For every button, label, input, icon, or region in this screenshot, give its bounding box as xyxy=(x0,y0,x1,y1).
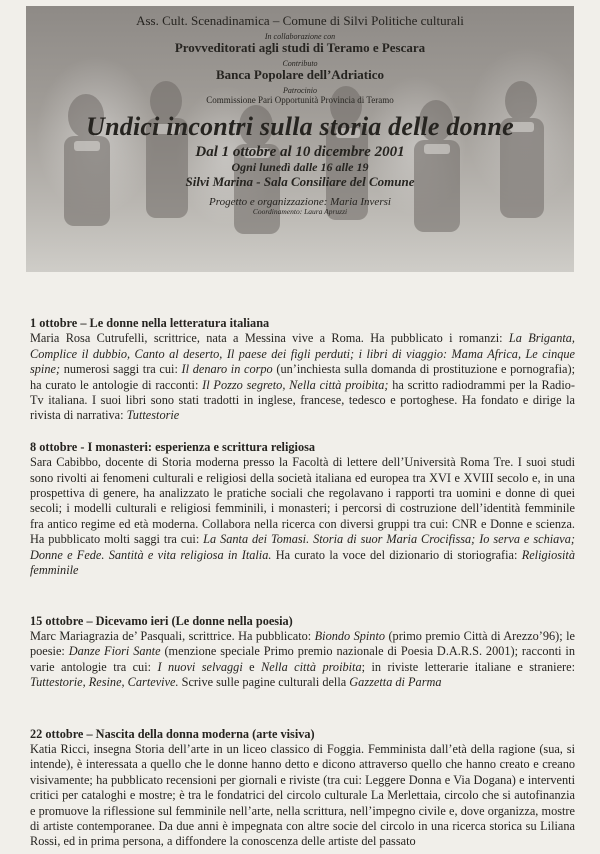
italic-text: Gazzetta di Parma xyxy=(349,675,442,690)
section-heading: 8 ottobre - I monasteri: esperienza e scrittura religiosa xyxy=(30,439,316,454)
coordination-credit: Coordinamento: Laura Apruzzi xyxy=(252,207,348,217)
body-text: Marc Mariagrazia de’ Pasquali, scrittrice. Ha pubblicato: xyxy=(30,628,315,643)
body-text: ha scritto radiodrammi per la Radio-Tv italiana. I suoi libri sono stati tradotti in inglese, francese, tedesco e portoghese. Ha fondato e dirige la rivista di narrativa: xyxy=(30,377,575,423)
italic-text: Religiosità femminile xyxy=(30,547,575,578)
program-section-1 xyxy=(30,316,575,424)
body-text: (menzione speciale Primo premio nazionale di Poesia D.A.R.S. 2001); racconti in varie antologie tra cui: xyxy=(30,644,576,674)
body-text: Ha curato la voce del dizionario di storiografia: xyxy=(271,547,522,562)
body-text: Maria Rosa Cutrufelli, scrittrice, nata a Messina vive a Roma. Ha pubblicato i romanzi: xyxy=(30,331,509,346)
body-text: Katia Ricci, insegna Storia dell’arte in un liceo classico di Foggia. Femminista dall’età della ragione (sua, si intende), è interessata a quello che le donne hanno detto e dicono attraverso quello che hanno creato e creano visivamente; ha pubblicato recensioni per giornali e riviste (tra cui: Leggere Donna e Via Dogana) e interventi critici per cataloghi e mostre; è tra le fondatrici del circolo culturale La Merlettaia, circolo che si autofinanzia e promuove la riflessione sul femminile nell’arte, nella scrittura, nell’impegno civile e, dove organizza, mostre di artiste contemporanee. Da due anni è impegnata con altre socie del circolo in una ricerca storica su Liliana Rossi, ed in prima persona, a diffondere la conoscenza delle artiste del passato xyxy=(30,741,575,849)
patronage-label: Patrocinio xyxy=(283,86,317,96)
italic-text: Danze Fiori Sante xyxy=(68,644,161,659)
section-body xyxy=(30,629,575,691)
banner-text xyxy=(26,6,574,217)
event-hours: Ogni lunedì dalle 16 alle 19 xyxy=(231,159,369,174)
organizer-line: Ass. Cult. Scenadinamica – Comune di Silvi Politiche culturali xyxy=(136,13,464,28)
italic-text: Il Pozzo segreto, Nella città proibita; xyxy=(202,377,389,392)
project-credit: Progetto e organizzazione: Maria Inversi xyxy=(209,195,391,208)
header-banner xyxy=(26,6,574,272)
italic-text: Il denaro in corpo xyxy=(181,362,273,377)
section-heading: 1 ottobre – Le donne nella letteratura italiana xyxy=(30,316,270,330)
collaboration-name: Provveditorati agli studi di Teramo e Pescara xyxy=(174,40,426,56)
section-body xyxy=(30,331,575,423)
body-text: numerosi saggi tra cui: xyxy=(60,362,182,377)
program-content xyxy=(30,316,575,850)
body-text: (primo premio Città di Arezzo’96); le poesie: xyxy=(30,628,575,659)
patronage-name: Commissione Pari Opportunità Provincia di Teramo xyxy=(206,95,394,106)
program-section-2 xyxy=(30,440,575,579)
contribution-label: Contributo xyxy=(282,59,318,69)
body-text: e xyxy=(242,659,262,674)
section-heading: 22 ottobre – Nascita della donna moderna (arte visiva) xyxy=(30,726,315,741)
program-section-4 xyxy=(30,727,575,850)
main-title: Undici incontri sulla storia delle donne xyxy=(86,111,514,141)
section-body xyxy=(30,742,575,850)
section-heading: 15 ottobre – Dicevamo ieri (Le donne nella poesia) xyxy=(30,613,293,628)
italic-text: La Briganta, Complice il dubbio, Canto al deserto, Il paese dei figli perduti; i libri di viaggio: Mama Africa, Le cinque spine; xyxy=(30,331,575,377)
italic-text: Biondo Spinto xyxy=(314,628,386,643)
italic-text: Tuttestorie, Resine, Cartevive. xyxy=(30,675,179,690)
body-text: Sara Cabibbo, docente di Storia moderna presso la Facoltà di lettere dell’Università Roma Tre. I suoi studi sono rivolti ai fenomeni culturali e religiosi della società italiana ed europea tra XVI e XVIII secolo e, in una prospettiva di genere, ha analizzato le pratiche sociali che regolavano i rapporti tra uomini e donne di quei secoli; i modelli culturali e religiosi femminili, i monasteri; i percorsi di costruzione dell’identità femminile fra antico regime ed età moderna. Collabora nella ricerca con diversi gruppi tra cui: CNR e Donne e scienza. Ha pubblicato molti saggi tra cui: xyxy=(30,455,575,547)
italic-text: Tuttestorie xyxy=(126,408,180,423)
event-dates: Dal 1 ottobre al 10 dicembre 2001 xyxy=(195,143,405,160)
body-text: (un’inchiesta sulla domanda di prostituzione e pornografia); ha curato le antologie di racconti: xyxy=(30,362,575,392)
italic-text: Nella città proibita xyxy=(261,659,362,674)
program-section-3 xyxy=(30,614,575,691)
contribution-name: Banca Popolare dell’Adriatico xyxy=(215,67,385,83)
section-body xyxy=(30,455,575,578)
collaboration-label: In collaborazione con xyxy=(264,31,336,41)
body-text: Scrive sulle pagine culturali della xyxy=(178,675,350,690)
body-text: ; in riviste letterarie italiane e straniere: xyxy=(361,659,576,674)
italic-text: I nuovi selvaggi xyxy=(157,659,243,674)
event-venue: Silvi Marina - Sala Consiliare del Comune xyxy=(185,173,415,189)
italic-text: La Santa dei Tomasi. Storia di suor Maria Crocifissa; Io serva e schiava; Donne e Fede. Santità e vita religiosa in Italia. xyxy=(30,532,575,562)
